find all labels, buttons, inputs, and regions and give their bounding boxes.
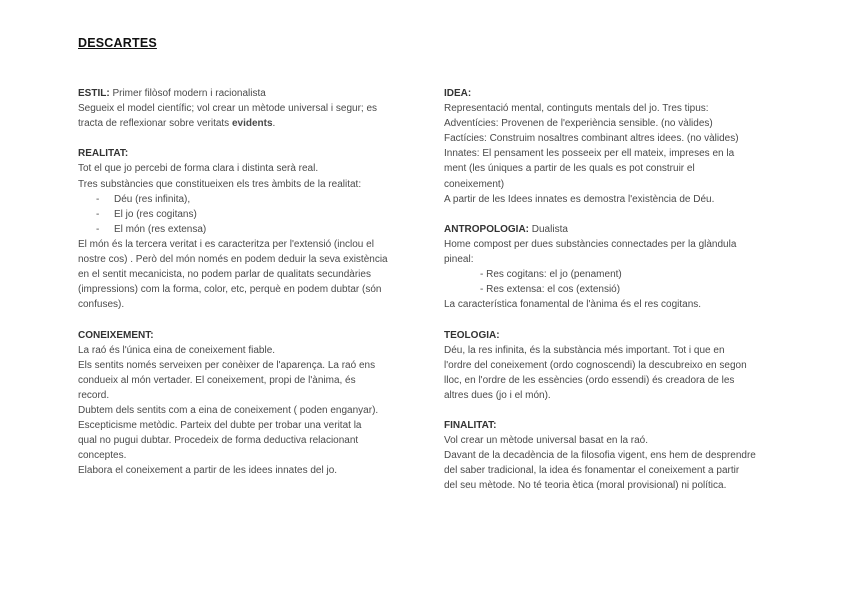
idea-line: Innates: El pensament les posseeix per ell mateix, impreses en la (444, 148, 735, 160)
realitat-line: El món és la tercera veritat i es caracteritza per l'extensió (inclou el (78, 238, 374, 250)
finalitat-line: del seu mètode. No té teoria ètica (moral provisional) ni política. (444, 480, 727, 492)
realitat-bullet-mon: - El món (res extensa) (78, 222, 413, 237)
antropologia-line: Home compost per dues substàncies connectades per la glàndula (444, 238, 737, 250)
antropologia-heading-rest: Dualista (529, 223, 568, 235)
realitat-bullet-deu: - Déu (res infinita), (78, 192, 413, 207)
idea-line: Representació mental, continguts mentals del jo. Tres tipus: (444, 103, 709, 115)
estil-heading: ESTIL: (78, 88, 110, 99)
coneixement-line: condueix al món vertader. El coneixement, propi de l'ànima, és (78, 374, 356, 386)
antropologia-heading: ANTROPOLOGIA: (444, 223, 529, 235)
antropologia-item-res-cogitans: - Res cogitans: el jo (penament) (480, 269, 622, 281)
estil-line-3-text: tracta de reflexionar sobre veritats (78, 118, 232, 130)
finalitat-heading: FINALITAT: (444, 420, 497, 432)
section-teologia (444, 328, 779, 403)
section-estil (78, 86, 413, 131)
coneixement-heading: CONEIXEMENT: (78, 329, 154, 341)
realitat-bullet-jo: - El jo (res cogitans) (78, 207, 413, 222)
estil-line-3-end: . (272, 118, 276, 130)
finalitat-line: Davant de la decadència de la filosofia vigent, ens hem de desprendre (444, 450, 756, 462)
idea-line: coneixement) (444, 178, 505, 190)
finalitat-line: del saber tradicional, la idea és fonamentar el coneixement a partir (444, 465, 740, 477)
coneixement-line: conceptes. (78, 450, 127, 462)
section-idea (444, 86, 779, 207)
realitat-line: Tres substàncies que constitueixen els tres àmbits de la realitat: (78, 178, 362, 190)
coneixement-line: record. (78, 389, 110, 401)
teologia-heading: TEOLOGIA: (444, 329, 500, 341)
finalitat-line: Vol crear un mètode universal basat en la raó. (444, 435, 649, 447)
teologia-line: Déu, la res infinita, és la substància més important. Tot i que en (444, 344, 725, 356)
estil-heading-rest: Primer filòsof modern i racionalista (109, 88, 266, 99)
realitat-line: (impressions) com la forma, color, etc, perquè en podem dubtar (són (78, 284, 382, 296)
coneixement-line: La raó és l'única eina de coneixement fiable. (78, 344, 276, 356)
left-column (78, 86, 413, 494)
realitat-line: confuses). (78, 299, 125, 311)
estil-evidents-bold: evidents (231, 118, 273, 130)
antropologia-line: pineal: (444, 254, 474, 266)
estil-line-2: Segueix el model científic; vol crear un mètode universal i segur; es (78, 103, 378, 115)
idea-line: ment (les úniques a partir de les quals es pot construir el (444, 163, 695, 175)
document-title: DESCARTES (78, 36, 157, 50)
estil-line-1 (78, 86, 413, 101)
section-realitat (78, 146, 413, 312)
realitat-line: nostre cos) . Però del món només en podem deduir la seva existència (78, 254, 388, 266)
teologia-line: lloc, en l'ordre de les essències (ordo essendi) és creadora de les (444, 374, 735, 386)
antropologia-item-res-extensa: - Res extensa: el cos (extensió) (480, 284, 621, 296)
right-column (444, 86, 779, 509)
antropologia-list (444, 267, 779, 297)
idea-line: A partir de les Idees innates es demostra l'existència de Déu. (444, 193, 715, 205)
section-antropologia (444, 222, 779, 313)
antropologia-line-1 (444, 222, 779, 237)
teologia-line: l'ordre del coneixement (ordo cognoscendi) la descubreixo en segon (444, 359, 747, 371)
coneixement-line: qual no pugui dubtar. Procedeix de forma deductiva relacionant (78, 435, 359, 447)
section-finalitat (444, 418, 779, 493)
coneixement-line: Dubtem dels sentits com a eina de coneixement ( poden enganyar). (78, 404, 379, 416)
estil-line-3 (78, 116, 413, 131)
realitat-heading: REALITAT: (78, 148, 129, 160)
coneixement-line: Escepticisme metòdic. Parteix del dubte per trobar una veritat la (78, 420, 362, 432)
coneixement-line: Els sentits només serveixen per conèixer de l'aparença. La raó ens (78, 359, 376, 371)
idea-line: Adventícies: Provenen de l'experiència sensible. (no vàlides) (444, 118, 713, 130)
idea-heading: IDEA: (444, 88, 472, 99)
realitat-line: Tot el que jo percebi de forma clara i distinta serà real. (78, 163, 319, 175)
realitat-bullet-list (78, 192, 413, 237)
antropologia-closing: La característica fonamental de l'ànima és el res cogitans. (444, 299, 702, 311)
coneixement-line: Elabora el coneixement a partir de les idees innates del jo. (78, 465, 338, 477)
teologia-line: altres dues (jo i el món). (444, 389, 551, 401)
realitat-line: en el sentit mecanicista, no podem parlar de qualitats secundàries (78, 269, 371, 281)
section-coneixement (78, 328, 413, 479)
idea-line: Factícies: Construim nosaltres combinant altres idees. (no vàlides) (444, 133, 739, 145)
